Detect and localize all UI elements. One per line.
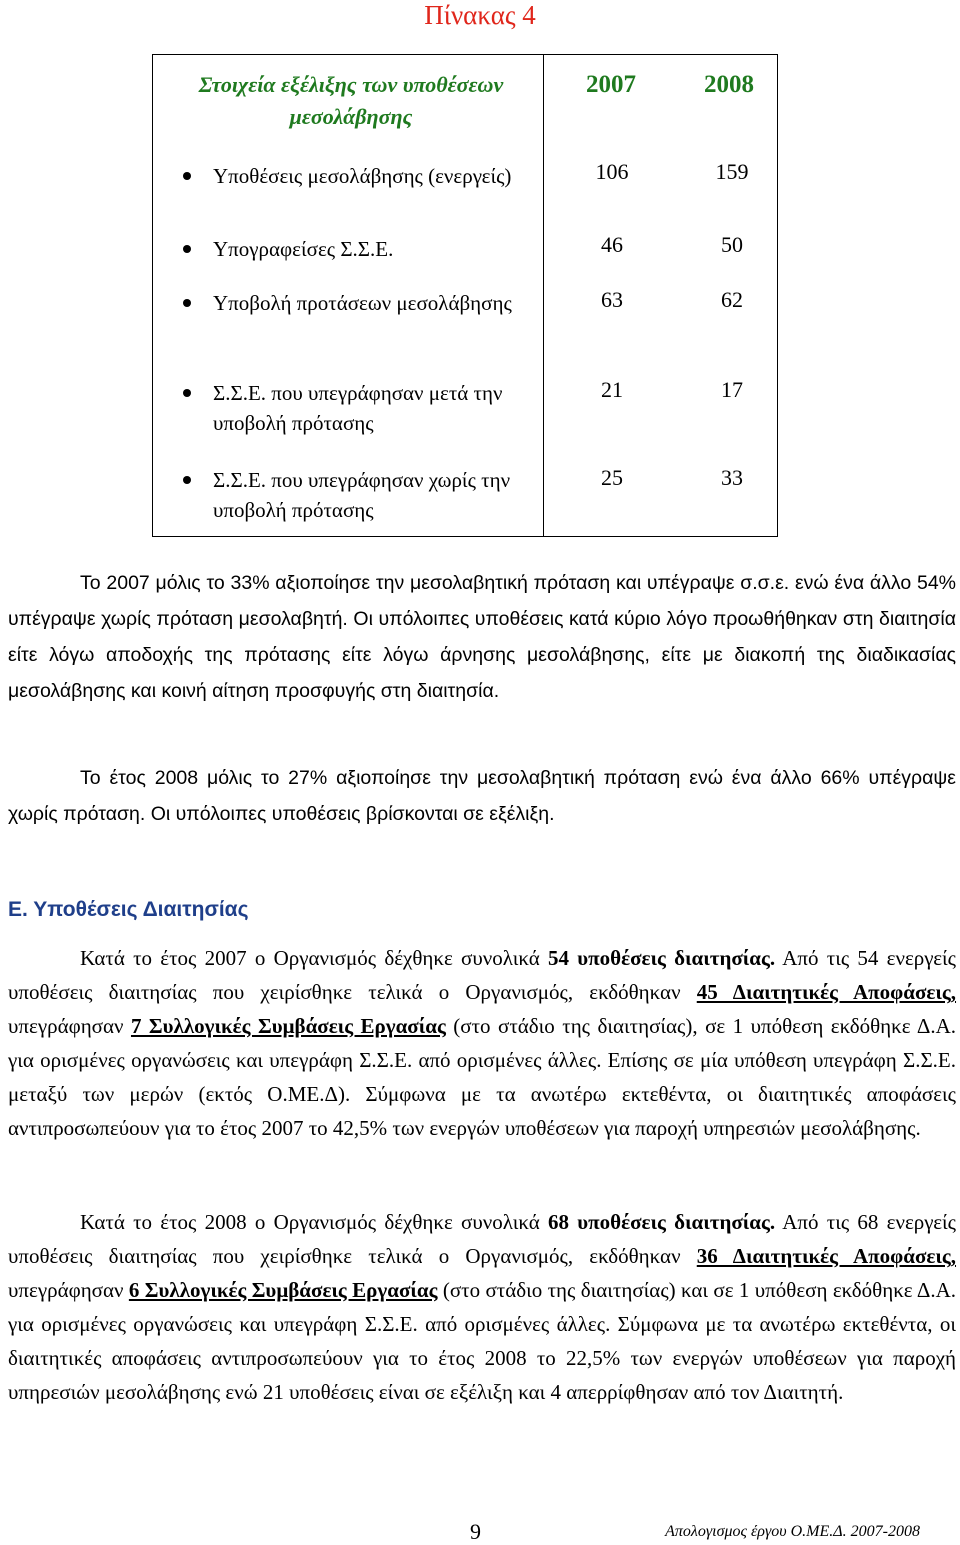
bold-underlined-text: 7 Συλλογικές Συμβάσεις Εργασίας [130, 1014, 446, 1038]
text-run: υπεγράφησαν [8, 1278, 129, 1302]
value-2008: 33 [721, 465, 743, 490]
table-label-column [153, 55, 544, 536]
bullet-icon [183, 389, 191, 397]
value-2007: 46 [601, 232, 623, 257]
bullet-icon [183, 299, 191, 307]
paragraph-text [8, 1205, 956, 1409]
bold-text: 68 υποθέσεις διαιτησίας. [548, 1210, 776, 1234]
value-2008: 50 [721, 232, 743, 257]
table-values-column [544, 55, 777, 536]
value-2008: 62 [721, 287, 743, 312]
bullet-icon [183, 245, 191, 253]
bold-underlined-text: 6 Συλλογικές Συμβάσεις Εργασίας [128, 1278, 438, 1302]
text-run: Κατά το έτος 2007 ο Οργανισμός δέχθηκε συνολικά [80, 946, 549, 970]
page-number: 9 [470, 1519, 481, 1544]
text-run: (στο στάδιο της διαιτησίας) και σε 1 υπόθεση εκδόθηκε Δ.Α. για ορισμένες οργανώσεις και υπεγράφη Σ.Σ.Ε. από ορισμένες άλλες. Σύμφωνα με τα ανωτέρω εκτεθέντα, οι διαιτητικές αποφάσεις αντιπροσωπεύουν για το έτος 2008 το 22,5% των ενεργών υποθέσεων για παροχή υπηρεσιών μεσολάβησης ενώ 21 υποθέσεις είναι σε εξέλιξη και 4 απερρίφθησαν από τον Διαιτητή. [8, 1278, 956, 1404]
bold-underlined-text: 45 Διαιτητικές Αποφάσεις, [696, 980, 957, 1004]
paragraph-text [8, 941, 956, 1145]
row-label: Σ.Σ.Ε. που υπεγράφησαν χωρίς την υποβολή πρότασης [213, 468, 511, 522]
bullet-icon [183, 172, 191, 180]
cases-table [152, 54, 778, 537]
text-run: Από τις 68 ενεργείς υποθέσεις διαιτησίας που χειρίσθηκε τελικά ο Οργανισμός, εκδόθηκαν [8, 1210, 956, 1268]
value-2008: 159 [715, 159, 749, 184]
value-2007: 63 [601, 287, 623, 312]
section-heading: Ε. Υποθέσεις Διαιτησίας [8, 898, 249, 921]
bold-text: 54 υποθέσεις διαιτησίας. [548, 946, 776, 970]
text-run: Από τις 54 ενεργείς υποθέσεις διαιτησίας που χειρίσθηκε τελικά ο Οργανισμός, εκδόθηκαν [8, 946, 956, 1004]
page-title: Πίνακας 4 [424, 0, 536, 30]
bullet-icon [183, 476, 191, 484]
arbitration-paragraph-2008 [8, 1205, 956, 1409]
value-2007: 106 [595, 159, 629, 184]
mediation-paragraph-2007 [8, 565, 956, 709]
header-year-2007: 2007 [586, 71, 636, 98]
row-label: Υποθέσεις μεσολάβησης (ενεργείς) [213, 164, 512, 188]
text-run: Κατά το έτος 2008 ο Οργανισμός δέχθηκε συνολικά [80, 1210, 549, 1234]
row-label: Υπογραφείσες Σ.Σ.Ε. [213, 237, 394, 261]
value-2008: 17 [721, 377, 743, 402]
value-2007: 21 [601, 377, 623, 402]
row-label: Σ.Σ.Ε. που υπεγράφησαν μετά την υποβολή πρότασης [213, 381, 503, 435]
header-year-2008: 2008 [704, 71, 754, 98]
paragraph-text: Το 2007 μόλις το 33% αξιοποίησε την μεσολαβητική πρόταση και υπέγραψε σ.σ.ε. ενώ ένα άλλο 54% υπέγραψε χωρίς πρόταση μεσολαβητή. Οι υπόλοιπες υποθέσεις κατά κύριο λόγο προωθήθηκαν στη διαιτησία είτε λόγω αποδοχής της πρότασης είτε λόγω άρνησης μεσολάβησης, είτε με διακοπή της διαδικασίας μεσολάβησης και κοινή αίτηση προσφυγής στη διαιτησία. [8, 572, 956, 702]
value-2007: 25 [601, 465, 623, 490]
table-header-label: Στοιχεία εξέλιξης των υποθέσεων μεσολάβησης [198, 72, 504, 129]
text-run: (στο στάδιο της διαιτησίας), σε 1 υπόθεση εκδόθηκε Δ.Α. για ορισμένες οργανώσεις και υπεγράφη Σ.Σ.Ε. από ορισμένες άλλες. Επίσης σε μία υπόθεση υπεγράφη Σ.Σ.Ε. μεταξύ των μερών (εκτός Ο.ΜΕ.Δ). Σύμφωνα με τα ανωτέρω εκτεθέντα, οι διαιτητικές αποφάσεις αντιπροσωπεύουν για το έτος 2007 το 42,5% των ενεργών υποθέσεων για παροχή υπηρεσιών μεσολάβησης. [8, 1014, 957, 1140]
text-run: υπεγράφησαν [8, 1014, 131, 1038]
arbitration-paragraph-2007 [8, 941, 956, 1145]
bold-underlined-text: 36 Διαιτητικές Αποφάσεις, [696, 1244, 957, 1268]
row-label: Υποβολή προτάσεων μεσολάβησης [213, 291, 512, 315]
footer-label: Απολογισμος έργου Ο.ΜΕ.Δ. 2007-2008 [665, 1523, 920, 1540]
paragraph-text: Το έτος 2008 μόλις το 27% αξιοποίησε την μεσολαβητική πρόταση ενώ ένα άλλο 66% υπέγραψε χωρίς πρόταση. Οι υπόλοιπες υποθέσεις βρίσκονται σε εξέλιξη. [8, 767, 956, 825]
mediation-paragraph-2008 [8, 760, 956, 832]
